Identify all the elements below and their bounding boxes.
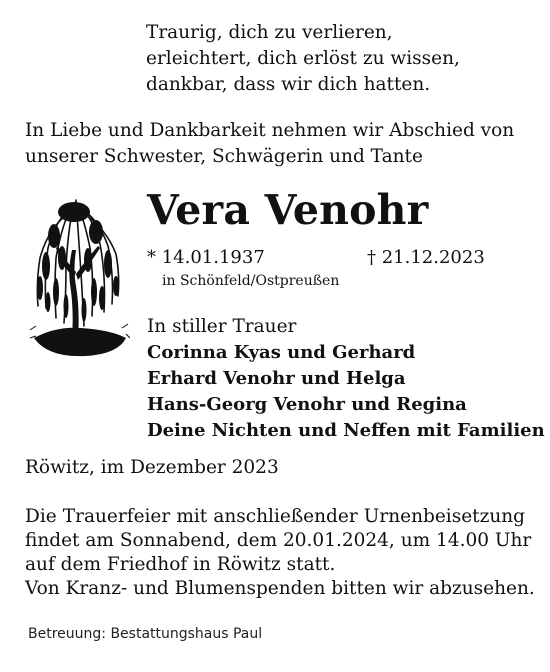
service-line: findet am Sonnabend, dem 20.01.2024, um 14.00 Uhr [25, 530, 532, 551]
poem-line: Traurig, dich zu verlieren, [146, 22, 393, 43]
undertaker-credit: Betreuung: Bestattungshaus Paul [28, 626, 263, 642]
weeping-willow-icon [26, 188, 130, 364]
service-line: Von Kranz- und Blumenspenden bitten wir abzusehen. [25, 578, 535, 599]
mourning-heading: In stiller Trauer [147, 316, 297, 337]
service-info [25, 505, 535, 601]
deceased-name: Vera Venohr [147, 186, 429, 234]
poem [146, 20, 460, 98]
death-date: † 21.12.2023 [367, 247, 485, 268]
birth-date: * 14.01.1937 [147, 247, 265, 268]
mourner-name: Deine Nichten und Neffen mit Familien [147, 420, 545, 441]
poem-line: erleichtert, dich erlöst zu wissen, [146, 48, 460, 69]
intro-line: In Liebe und Dankbarkeit nehmen wir Abschied von [25, 120, 515, 141]
service-line: auf dem Friedhof in Röwitz statt. [25, 554, 336, 575]
mourner-name: Hans-Georg Venohr und Regina [147, 394, 467, 415]
intro-line: unserer Schwester, Schwägerin und Tante [25, 146, 423, 167]
mourner-name: Corinna Kyas und Gerhard [147, 342, 416, 363]
birthplace: in Schönfeld/Ostpreußen [162, 273, 340, 289]
poem-line: dankbar, dass wir dich hatten. [146, 74, 431, 95]
mourner-name: Erhard Venohr und Helga [147, 368, 406, 389]
place-date: Röwitz, im Dezember 2023 [25, 457, 279, 478]
mourning-section [147, 314, 545, 444]
service-line: Die Trauerfeier mit anschließender Urnenbeisetzung [25, 506, 525, 527]
intro-text [25, 118, 514, 170]
